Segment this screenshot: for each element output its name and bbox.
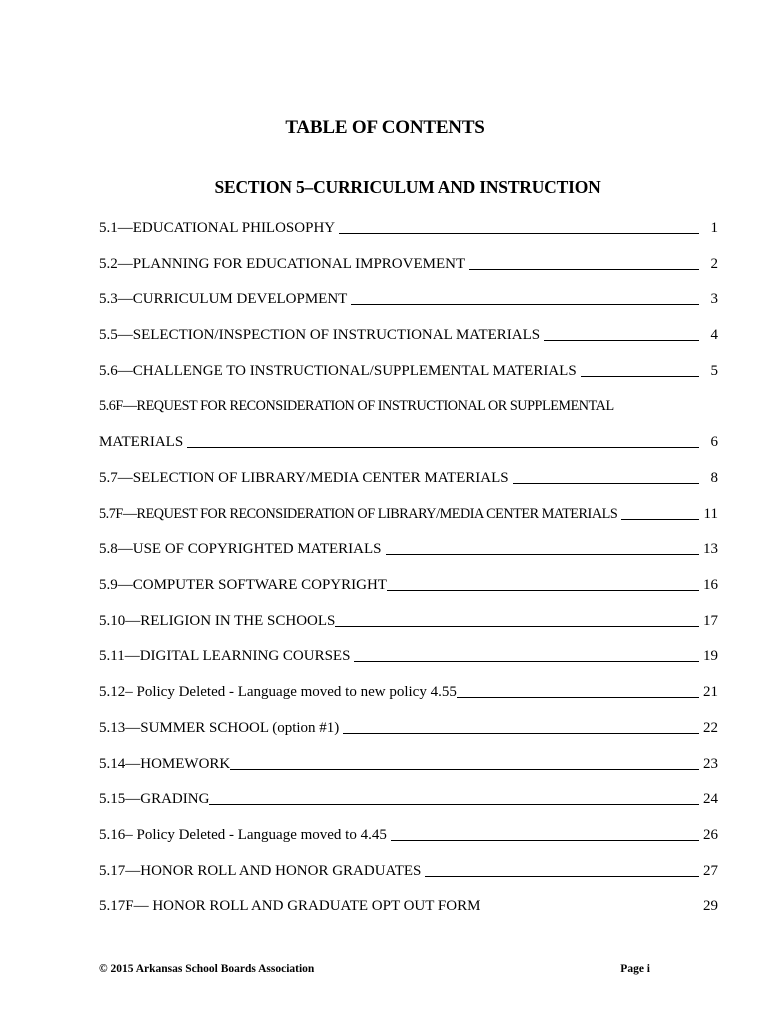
- toc-entry-5-2[interactable]: [99, 255, 718, 273]
- toc-entry-5-17f[interactable]: [99, 897, 718, 915]
- toc-entry-label: 5.5—SELECTION/INSPECTION OF INSTRUCTIONAL MATERIALS: [99, 327, 541, 343]
- toc-page-number: 4: [710, 327, 718, 343]
- toc-leader: [387, 589, 699, 591]
- toc-page-number: 6: [710, 434, 718, 450]
- toc-entry-label: 5.8—USE OF COPYRIGHTED MATERIALS: [99, 541, 382, 557]
- toc-leader: [209, 803, 699, 805]
- toc-leader: [457, 696, 699, 698]
- toc-leader: [187, 446, 699, 448]
- footer-copyright: © 2015 Arkansas School Boards Association: [99, 963, 315, 975]
- toc-leader: [339, 232, 699, 234]
- toc-page-number: 5: [710, 363, 718, 379]
- toc-leader: [513, 482, 699, 484]
- toc-entry-5-1[interactable]: [99, 219, 718, 237]
- toc-leader: [230, 768, 699, 770]
- toc-entry-5-7f[interactable]: [99, 505, 718, 523]
- toc-leader: [391, 839, 699, 841]
- toc-entry-label: 5.7—SELECTION OF LIBRARY/MEDIA CENTER MATERIALS: [99, 470, 509, 486]
- toc-page-number: 23: [703, 756, 718, 772]
- toc-entry-5-10[interactable]: [99, 612, 718, 630]
- toc-leader: [581, 375, 699, 377]
- toc-entry-5-11[interactable]: [99, 647, 718, 665]
- toc-entry-5-9[interactable]: [99, 576, 718, 594]
- toc-entry-5-17[interactable]: [99, 862, 718, 880]
- toc-page-number: 16: [703, 577, 718, 593]
- toc-page-number: 22: [703, 720, 718, 736]
- toc-leader: [354, 660, 699, 662]
- toc-leader: [386, 553, 699, 555]
- toc-page-number: 21: [703, 684, 718, 700]
- toc-entry-label: 5.16– Policy Deleted - Language moved to 4.45: [99, 827, 387, 843]
- toc-page-number: 24: [703, 791, 718, 807]
- toc-leader: [335, 625, 699, 627]
- toc-page-number: 27: [703, 863, 718, 879]
- toc-page-number: 29: [703, 898, 718, 914]
- section-title: SECTION 5–CURRICULUM AND INSTRUCTION: [214, 177, 601, 197]
- toc-entry-label: 5.7F—REQUEST FOR RECONSIDERATION OF LIBRARY/MEDIA CENTER MATERIALS: [99, 506, 618, 522]
- toc-leader: [425, 875, 699, 877]
- toc-entry-5-6f[interactable]: [99, 397, 718, 415]
- toc-page-number: 26: [703, 827, 718, 843]
- toc-entry-label: 5.2—PLANNING FOR EDUCATIONAL IMPROVEMENT: [99, 256, 466, 272]
- toc-entry-label-continued: MATERIALS: [99, 434, 184, 450]
- toc-entry-label: 5.14—HOMEWORK: [99, 756, 231, 772]
- toc-page-number: 3: [710, 291, 718, 307]
- toc-leader: [621, 518, 699, 520]
- toc-entry-5-7[interactable]: [99, 469, 718, 487]
- toc-entry-label: 5.13—SUMMER SCHOOL (option #1): [99, 720, 340, 736]
- toc-page-number: 1: [710, 220, 718, 236]
- toc-entry-label: 5.6F—REQUEST FOR RECONSIDERATION OF INSTRUCTIONAL OR SUPPLEMENTAL: [99, 398, 614, 414]
- toc-page-number: 13: [703, 541, 718, 557]
- toc-entry-5-3[interactable]: [99, 290, 718, 308]
- toc-entry-label: 5.17—HONOR ROLL AND HONOR GRADUATES: [99, 863, 422, 879]
- toc-entry-label: 5.15—GRADING: [99, 791, 210, 807]
- page-footer: [99, 963, 650, 975]
- toc-leader: [544, 339, 699, 341]
- toc-entry-label: 5.12– Policy Deleted - Language moved to new policy 4.55: [99, 684, 457, 700]
- toc-entry-5-14[interactable]: [99, 755, 718, 773]
- toc-entry-5-12[interactable]: [99, 683, 718, 701]
- toc-entry-label: 5.3—CURRICULUM DEVELOPMENT: [99, 291, 348, 307]
- page-title: TABLE OF CONTENTS: [285, 117, 485, 138]
- toc-entry-label: 5.11—DIGITAL LEARNING COURSES: [99, 648, 351, 664]
- toc-entry-label: 5.6—CHALLENGE TO INSTRUCTIONAL/SUPPLEMENTAL MATERIALS: [99, 363, 577, 379]
- toc-entry-5-6f-continued[interactable]: [99, 433, 718, 451]
- toc-leader: [343, 732, 699, 734]
- toc-entry-label: 5.9—COMPUTER SOFTWARE COPYRIGHT: [99, 577, 387, 593]
- toc-page-number: 2: [710, 256, 718, 272]
- toc-entry-5-6[interactable]: [99, 362, 718, 380]
- toc-entry-5-13[interactable]: [99, 719, 718, 737]
- toc-spacer: [484, 911, 699, 912]
- toc-page-number: 11: [703, 506, 718, 522]
- footer-page-number: Page i: [620, 963, 650, 975]
- toc-entry-5-5[interactable]: [99, 326, 718, 344]
- toc-page-number: 17: [703, 613, 718, 629]
- toc-entry-5-8[interactable]: [99, 540, 718, 558]
- toc-entry-label: 5.17F— HONOR ROLL AND GRADUATE OPT OUT FORM: [99, 898, 481, 914]
- toc-entry-5-15[interactable]: [99, 790, 718, 808]
- toc-entry-label: 5.10—RELIGION IN THE SCHOOLS: [99, 613, 336, 629]
- toc-leader: [469, 268, 699, 270]
- toc-entry-5-16[interactable]: [99, 826, 718, 844]
- toc-leader: [351, 303, 699, 305]
- toc-entry-label: 5.1—EDUCATIONAL PHILOSOPHY: [99, 220, 336, 236]
- toc-page-number: 8: [710, 470, 718, 486]
- toc-page-number: 19: [703, 648, 718, 664]
